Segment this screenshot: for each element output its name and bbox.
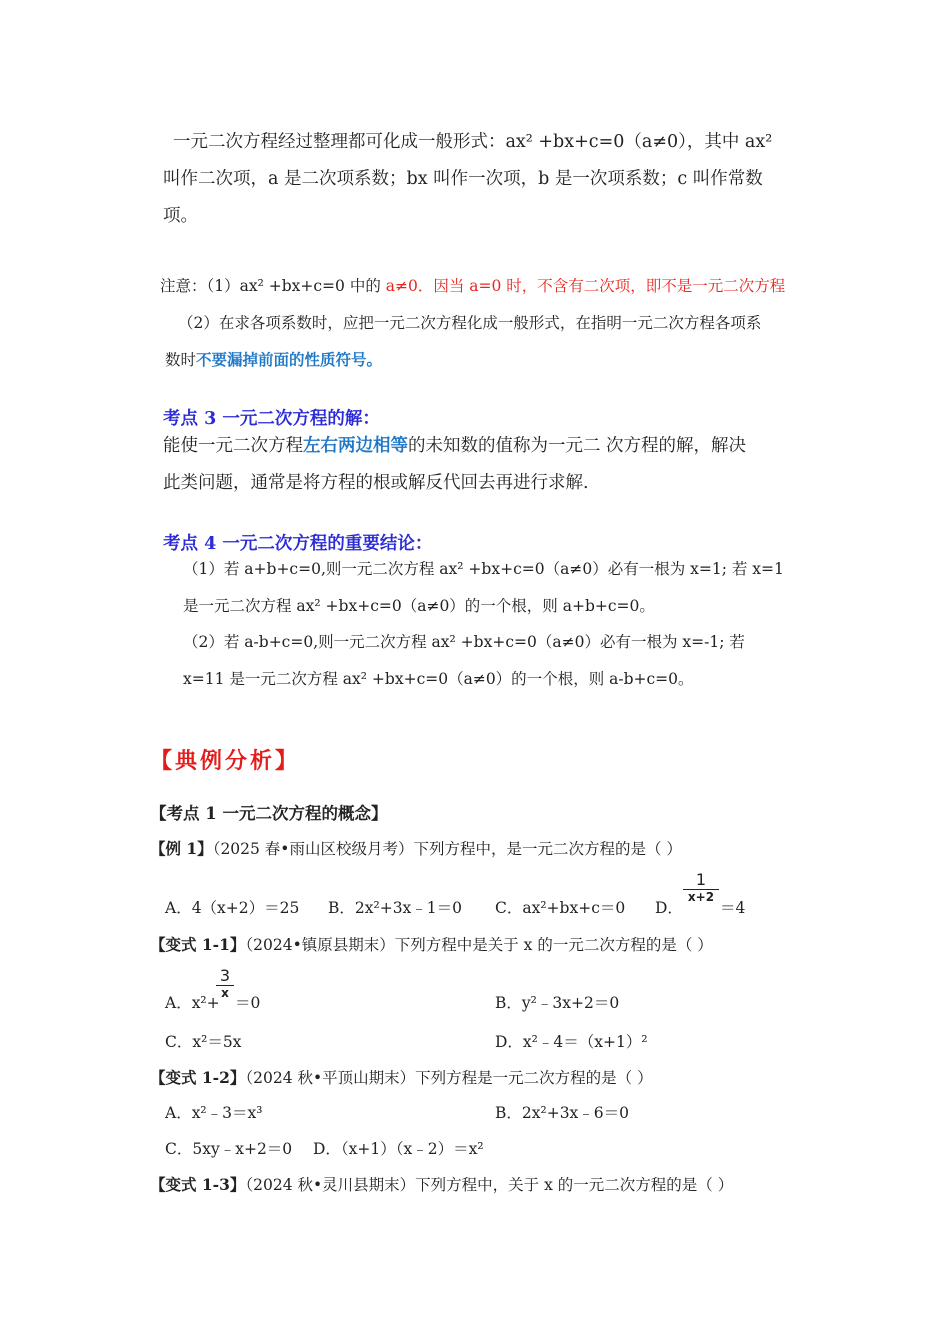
variant-1-1-option-d: D．x²﹣4＝（x+1）² [495, 1033, 648, 1051]
variant-1-1-label: 【变式 1-1】 [150, 935, 246, 954]
variant-1-3-label: 【变式 1-3】 [150, 1175, 246, 1194]
note-red-text: a≠0．因当 a=0 时，不含有二次项，即不是一元二次方程 [385, 277, 786, 295]
general-form-line-3: 项。 [163, 206, 198, 226]
variant-1-1-option-a-fraction [216, 967, 234, 1000]
variant-1-1-option-a-pre: A．x²+ [165, 994, 220, 1012]
variant-1-2-option-b: B．2x²+3x﹣6＝0 [495, 1104, 630, 1122]
variant-1-2-option-d: D．（x+1）（x﹣2）＝x² [313, 1140, 484, 1158]
note-prefix-2: 数时 [165, 351, 197, 369]
kaodian-4-c2-line-1: （2）若 a-b+c=0,则一元二次方程 ax² +bx+c=0（a≠0）必有一根为 x=-1; 若 [183, 633, 745, 651]
variant-1-2-header [150, 1066, 653, 1088]
example-1-header [150, 837, 682, 859]
example-1-option-d-rhs: ＝4 [720, 899, 746, 917]
kaodian-4-c1-line-1: （1）若 a+b+c=0,则一元二次方程 ax² +bx+c=0（a≠0）必有一根为 x=1; 若 x=1 [183, 560, 784, 578]
kaodian-3-text-b: 的未知数的值称为一元二 次方程的解，解决 [408, 436, 747, 456]
general-form-line-2: 叫作二次项，a 是二次项系数；bx 叫作一次项，b 是一次项系数；c 叫作常数 [163, 169, 763, 189]
fraction-numerator: 1 [695, 870, 707, 889]
kaodian-3-blue: 左右两边相等 [303, 436, 408, 456]
note-line-2: （2）在求各项系数时，应把一元二次方程化成一般形式，在指明一元二次方程各项系 [178, 314, 762, 332]
example-1-option-d-label: D． [655, 899, 683, 917]
kaodian-3-line-1 [163, 432, 746, 457]
variant-1-2-option-c: C．5xy﹣x+2＝0 [165, 1140, 293, 1158]
example-1-question: （2025 春•雨山区校级月考）下列方程中，是一元二次方程的是（ ） [212, 840, 682, 858]
kaodian-4-c2-line-2: x=11 是一元二次方程 ax² +bx+c=0（a≠0）的一个根，则 a-b+c=0。 [183, 670, 694, 688]
note-prefix: 注意：（1）ax² +bx+c=0 中的 [160, 277, 386, 295]
example-1-option-b: B．2x²+3x﹣1＝0 [328, 899, 463, 917]
topic-1-title: 【考点 1 一元二次方程的概念】 [150, 804, 388, 823]
example-1-option-d-fraction [683, 871, 719, 904]
kaodian-3-line-2: 此类问题，通常是将方程的根或解反代回去再进行求解. [163, 473, 589, 493]
kaodian-4-c1-line-2: 是一元二次方程 ax² +bx+c=0（a≠0）的一个根，则 a+b+c=0。 [183, 597, 655, 615]
variant-1-3-header [150, 1173, 733, 1195]
variant-1-1-option-c: C．x²＝5x [165, 1033, 242, 1051]
fraction-numerator: 3 [219, 966, 231, 985]
example-1-label: 【例 1】 [150, 839, 213, 858]
kaodian-4-title: 考点 4 一元二次方程的重要结论： [163, 534, 433, 554]
variant-1-2-label: 【变式 1-2】 [150, 1068, 246, 1087]
note-blue-text: 不要漏掉前面的性质符号。 [196, 350, 383, 369]
fraction-denominator: x+2 [687, 890, 715, 904]
variant-1-1-question: （2024•镇原县期末）下列方程中是关于 x 的一元二次方程的是（ ） [245, 936, 713, 954]
note-line-3 [165, 348, 382, 370]
note-line-1 [160, 274, 785, 296]
variant-1-3-question: （2024 秋•灵川县期末）下列方程中，关于 x 的一元二次方程的是（ ） [245, 1176, 734, 1194]
section-title: 【典例分析】 [150, 748, 301, 774]
variant-1-1-option-a-post: ＝0 [235, 994, 261, 1012]
example-1-option-a: A．4（x+2）＝25 [165, 899, 300, 917]
variant-1-2-question: （2024 秋•平顶山期末）下列方程是一元二次方程的是（ ） [245, 1069, 653, 1087]
variant-1-2-option-a: A．x²﹣3＝x³ [165, 1104, 263, 1122]
kaodian-3-text-a: 能使一元二次方程 [163, 436, 303, 456]
fraction-denominator: x [221, 986, 229, 1000]
example-1-option-c: C．ax²+bx+c＝0 [495, 899, 626, 917]
variant-1-1-header [150, 933, 713, 955]
kaodian-3-title: 考点 3 一元二次方程的解： [163, 409, 380, 429]
variant-1-1-option-b: B．y²﹣3x+2＝0 [495, 994, 620, 1012]
general-form-line-1: 一元二次方程经过整理都可化成一般形式：ax² +bx+c=0（a≠0），其中 ax² [173, 132, 773, 152]
